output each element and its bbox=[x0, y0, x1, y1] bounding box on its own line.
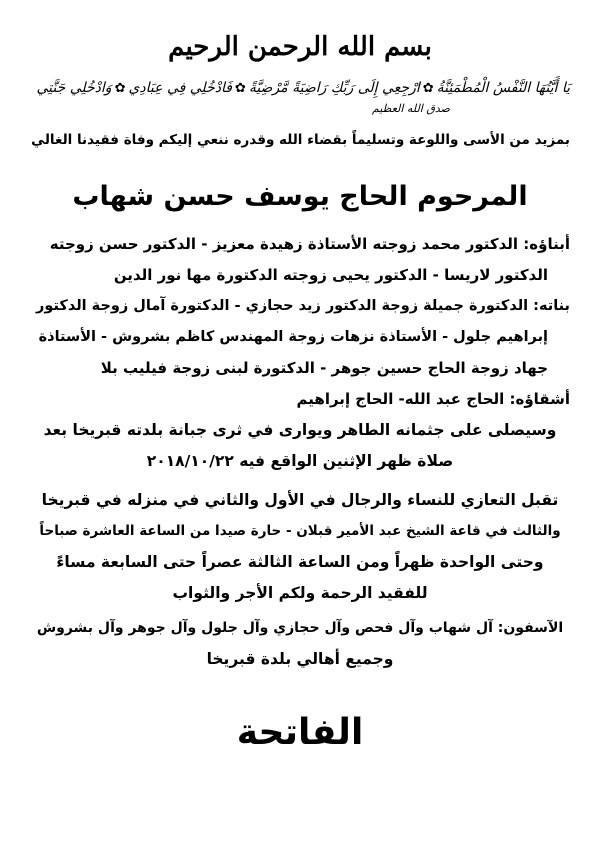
daughters-line-1: بناته: الدكتورة جميلة زوجة الدكتور زيد حجازي - الدكتورة آمال زوجة الدكتور bbox=[36, 298, 570, 314]
prayer-line-2: صلاة ظهر الإثنين الواقع فيه ٢٠١٨/١٠/٢٢ bbox=[146, 452, 454, 470]
verse-part-2: ارْجِعِي إِلَى رَبِّكِ رَاضِيَةً مَّرْضِيَّةً bbox=[248, 80, 420, 96]
daughters-paragraph bbox=[30, 291, 570, 384]
deceased-name: المرحوم الحاج يوسف حسن شهاب bbox=[72, 181, 528, 212]
closing-fatiha: الفاتحة bbox=[236, 712, 364, 753]
flower-separator-icon: ✿ bbox=[234, 81, 246, 96]
brothers-paragraph bbox=[30, 384, 570, 415]
condolences-line-1: تقبل التعازي للنساء والرجال في الأول والثاني في منزله في قبريخا bbox=[41, 491, 559, 509]
sons-paragraph bbox=[30, 229, 570, 291]
condolences-paragraph bbox=[30, 485, 570, 609]
condolences-line-2: والثالث في قاعة الشيخ عبد الأمير قبلان - حارة صيدا من الساعة العاشرة صباحاً bbox=[39, 523, 561, 539]
daughters-line-2: إبراهيم جلول - الأستاذة نزهات زوجة المهندس كاظم بشروش - الأستاذة bbox=[38, 329, 548, 345]
sadaq-allah: صدق الله العظيم bbox=[372, 102, 450, 115]
mourners-line-1: الآسفون: آل شهاب وآل فحص وآل حجازي وآل جلول وآل جوهر وآل بشروش bbox=[36, 620, 564, 636]
verse-part-1: يَا أَيَّتُهَا النَّفْسُ الْمُطْمَئِنَّةُ bbox=[436, 80, 570, 96]
sons-line-2: الدكتور لاريسا - الدكتور يحيى زوجته الدكتورة مها نور الدين bbox=[113, 266, 548, 284]
sons-line-1: أبناؤه: الدكتور محمد زوجته الأستاذة زهيدة معزيز - الدكتور حسن زوجته bbox=[49, 235, 570, 253]
quran-verse bbox=[30, 76, 570, 101]
brothers-line: أشقاؤه: الحاج عبد الله- الحاج إبراهيم bbox=[296, 390, 570, 408]
prayer-paragraph bbox=[30, 415, 570, 477]
mourners-paragraph bbox=[30, 613, 570, 675]
verse-part-4: وَادْخُلِي جَنَّتِي bbox=[36, 80, 112, 96]
mourners-line-2: وجميع أهالي بلدة قبريخا bbox=[206, 650, 394, 668]
intro-line: بمزيد من الأسى واللوعة وتسليماً بقضاء الله وقدره ننعي إليكم وفاة فقيدنا الغالي bbox=[31, 132, 570, 148]
basmala: بسم الله الرحمن الرحيم bbox=[168, 32, 432, 62]
condolences-line-3: وحتى الواحدة ظهراً ومن الساعة الثالثة عصراً حتى السابعة مساءً bbox=[56, 553, 544, 571]
flower-separator-icon: ✿ bbox=[114, 81, 126, 96]
prayer-line-1: وسيصلى على جثمانه الطاهر ويوارى في ثرى جبانة بلدته قبريخا بعد bbox=[43, 421, 557, 439]
condolences-line-4: للفقيد الرحمة ولكم الأجر والثواب bbox=[172, 584, 428, 602]
verse-part-3: فَادْخُلِي فِي عِبَادِي bbox=[128, 80, 232, 96]
flower-separator-icon: ✿ bbox=[422, 81, 434, 96]
daughters-line-3: جهاد زوجة الحاج حسين جوهر - الدكتورة لبنى زوجة فيليب بلا bbox=[100, 359, 548, 377]
